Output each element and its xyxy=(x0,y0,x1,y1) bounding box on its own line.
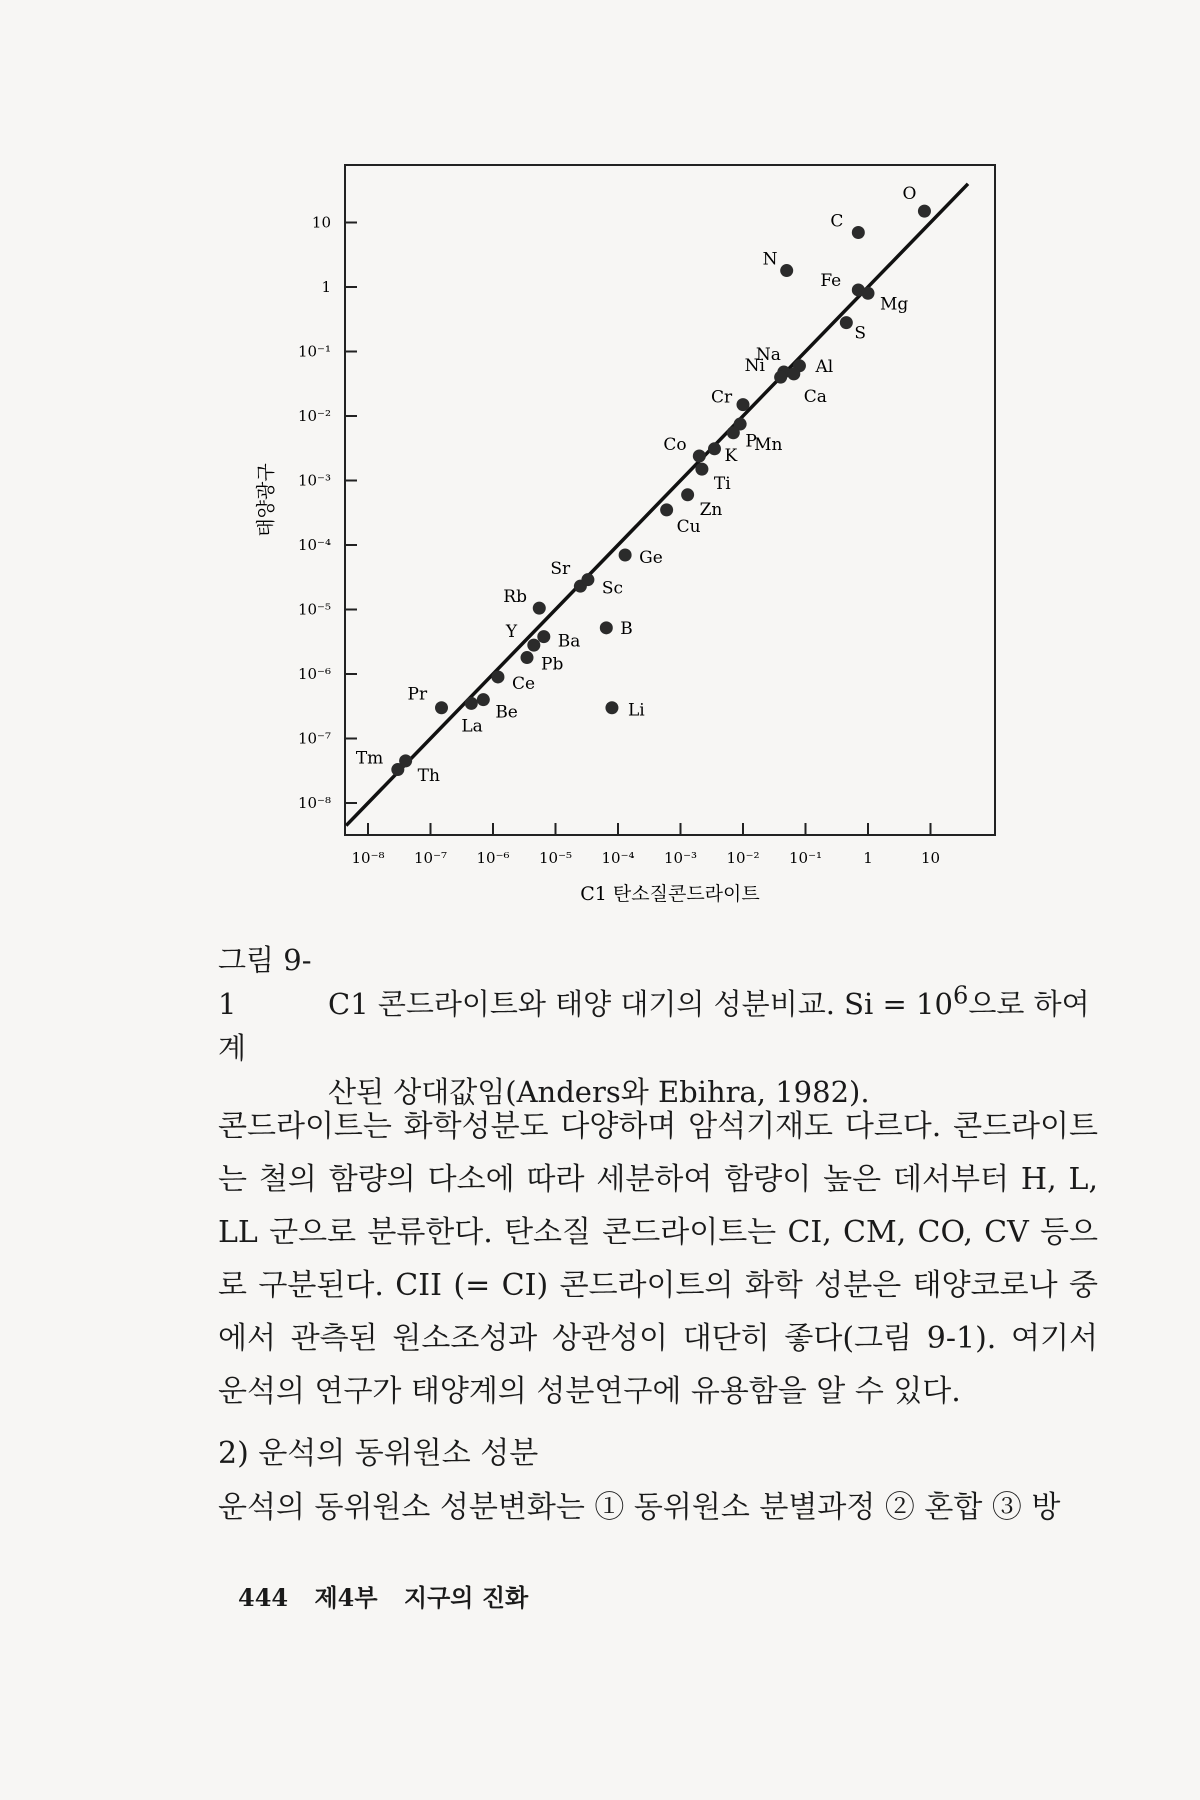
point-label-mn: Mn xyxy=(754,435,783,456)
y-axis-title: 태양광구 xyxy=(255,463,277,537)
data-point-la xyxy=(465,697,478,710)
point-label-b: B xyxy=(620,618,633,639)
x-tick-label: 10⁻⁷ xyxy=(413,849,448,867)
data-point-be xyxy=(477,693,490,706)
data-point-zn xyxy=(681,488,694,501)
point-label-sr: Sr xyxy=(550,559,571,580)
point-label-p: P xyxy=(745,431,757,452)
data-point-ge xyxy=(619,548,632,561)
data-point-sc xyxy=(581,573,594,586)
y-tick-label: 10⁻² xyxy=(297,407,331,425)
data-point-ca xyxy=(787,367,800,380)
y-tick-label: 10⁻¹ xyxy=(297,342,331,361)
y-tick-label: 1 xyxy=(321,278,331,296)
x-tick-label: 10⁻² xyxy=(726,849,760,867)
point-label-c: C xyxy=(830,211,844,232)
point-label-li: Li xyxy=(627,700,645,721)
data-point-ce xyxy=(491,670,504,683)
figure-caption xyxy=(218,938,1098,1114)
y-tick-label: 10⁻⁴ xyxy=(297,536,331,554)
data-point-ba xyxy=(537,630,550,643)
point-label-fe: Fe xyxy=(820,270,842,291)
data-point-cu xyxy=(660,503,673,516)
data-point-mg xyxy=(862,287,875,300)
point-label-la: La xyxy=(461,716,483,737)
point-label-rb: Rb xyxy=(503,587,527,608)
x-tick-label: 10⁻³ xyxy=(663,849,698,867)
data-point-c xyxy=(852,226,865,239)
data-point-o xyxy=(918,205,931,218)
point-label-ni: Ni xyxy=(744,356,765,377)
point-label-ca: Ca xyxy=(803,386,827,407)
point-label-y: Y xyxy=(505,622,518,643)
point-label-k: K xyxy=(724,445,738,466)
x-tick-label: 10⁻¹ xyxy=(788,849,823,867)
x-tick-label: 10⁻⁶ xyxy=(476,849,510,867)
point-label-th: Th xyxy=(417,765,440,786)
point-label-o: O xyxy=(902,184,917,205)
data-point-y xyxy=(527,639,540,652)
point-label-n: N xyxy=(762,249,778,270)
body-paragraph: 콘드라이트는 화학성분도 다양하며 암석기재도 다르다. 콘드라이트는 철의 함량의 다소에 따라 세분하여 함량이 높은 데서부터 H, L, LL 군으로 분류한다. 탄소질 콘드라이트는 CI, CM, CO, CV 등으로 구분된다. CII (= CI) 콘드라이트의 화학 성분은 태양코로나 중에서 관측된 원소조성과 상관성이 대단히 좋다(그림 9-1). 여기서 운석의 연구가 태양계의 성분연구에 유용함을 알 수 있다. xyxy=(218,1109,1098,1409)
point-label-pb: Pb xyxy=(541,654,564,675)
page-number: 444 xyxy=(238,1583,289,1612)
section-heading: 2) 운석의 동위원소 성분 xyxy=(218,1436,539,1471)
data-point-p xyxy=(727,426,740,439)
y-tick-label: 10⁻³ xyxy=(297,471,331,490)
point-label-co: Co xyxy=(663,434,687,455)
plot-frame xyxy=(345,165,995,835)
x-tick-label: 10⁻⁴ xyxy=(601,849,635,867)
point-label-mg: Mg xyxy=(880,294,909,315)
y-tick-label: 10⁻⁵ xyxy=(297,600,331,619)
data-point-b xyxy=(600,621,613,634)
data-point-li xyxy=(605,701,618,714)
point-label-cr: Cr xyxy=(711,387,733,408)
y-tick-label: 10⁻⁶ xyxy=(297,665,331,683)
data-point-k xyxy=(708,442,721,455)
data-point-co xyxy=(693,449,706,462)
data-point-pb xyxy=(521,651,534,664)
point-label-be: Be xyxy=(495,702,518,723)
reference-line xyxy=(346,184,968,826)
footer-part: 제4부 xyxy=(314,1583,378,1612)
caption-line1-pre: C1 콘드라이트와 태양 대기의 성분비교. Si = 10 xyxy=(328,987,953,1021)
point-label-al: Al xyxy=(815,356,834,377)
point-label-ge: Ge xyxy=(639,547,663,568)
data-point-ti xyxy=(695,463,708,476)
point-label-sc: Sc xyxy=(601,578,624,599)
data-point-s xyxy=(840,316,853,329)
caption-line2: 산된 상대값임(Anders와 Ebihra, 1982). xyxy=(328,1075,870,1109)
point-label-ti: Ti xyxy=(713,474,731,495)
data-point-ni xyxy=(774,371,787,384)
data-point-th xyxy=(399,754,412,767)
caption-line1-post: 으로 하여 계 xyxy=(218,987,1090,1065)
point-label-s: S xyxy=(854,323,866,344)
y-tick-label: 10⁻⁸ xyxy=(297,794,331,812)
x-tick-label: 10⁻⁸ xyxy=(351,849,385,867)
footer-title: 지구의 진화 xyxy=(403,1583,529,1612)
section-first-line: 운석의 동위원소 성분변화는 ① 동위원소 분별과정 ② 혼합 ③ 방 xyxy=(218,1490,1061,1525)
x-axis-title: C1 탄소질콘드라이트 xyxy=(580,883,760,905)
point-label-tm: Tm xyxy=(355,748,384,769)
x-tick-label: 1 xyxy=(863,849,873,867)
x-tick-label: 10⁻⁵ xyxy=(538,849,573,867)
point-label-pr: Pr xyxy=(407,684,428,705)
data-point-pr xyxy=(435,701,448,714)
caption-label: 그림 9-1 xyxy=(218,943,312,1021)
y-tick-label: 10 xyxy=(311,213,331,232)
y-tick-label: 10⁻⁷ xyxy=(297,729,331,748)
data-point-n xyxy=(780,264,793,277)
x-tick-label: 10 xyxy=(920,849,941,867)
point-label-zn: Zn xyxy=(699,499,723,520)
point-label-ba: Ba xyxy=(557,631,581,652)
point-label-na: Na xyxy=(755,345,781,366)
page-footer xyxy=(238,1578,546,1613)
point-label-cu: Cu xyxy=(676,516,701,537)
data-point-rb xyxy=(533,602,546,615)
caption-line1-sup: 6 xyxy=(952,981,969,1010)
point-label-ce: Ce xyxy=(511,673,536,694)
data-point-cr xyxy=(737,398,750,411)
